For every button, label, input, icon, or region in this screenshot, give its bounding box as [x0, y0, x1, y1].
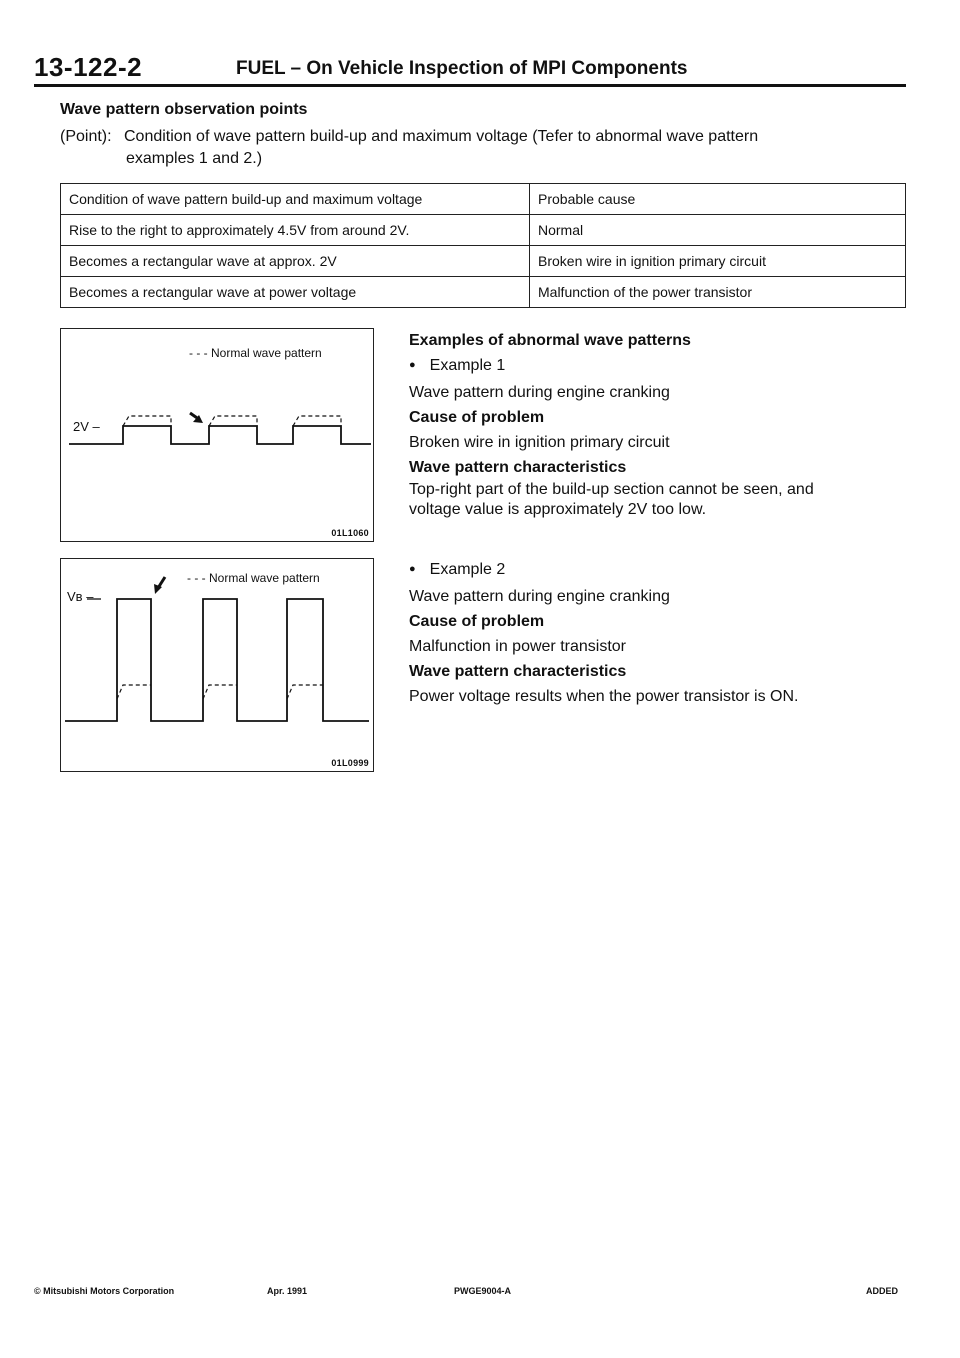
table-cell-condition: Becomes a rectangular wave at approx. 2V [61, 246, 530, 277]
wave-diagram-1 [61, 329, 373, 541]
normal-wave-dashed-3 [287, 685, 323, 699]
figure-1-level-label: 2V – [73, 419, 100, 434]
table-header-condition: Condition of wave pattern build-up and maximum voltage [61, 184, 530, 215]
example-1-char-heading: Wave pattern characteristics [409, 459, 627, 476]
example-1-title: ● Example 1 [409, 353, 909, 380]
normal-wave-dashed-2 [209, 416, 257, 426]
table-row [61, 215, 906, 246]
page-number: 13-122-2 [34, 52, 143, 82]
table-header-row [61, 184, 906, 215]
example-2-char-line-1: Power voltage results when the power transistor is ON. [409, 688, 799, 705]
normal-wave-dashed-1 [117, 685, 151, 699]
point-note [60, 126, 910, 170]
example-1-condition: Wave pattern during engine cranking [409, 384, 670, 401]
examples-column [409, 328, 909, 520]
normal-wave-dashed-1 [123, 416, 171, 426]
example-1-cause-heading: Cause of problem [409, 409, 545, 426]
footer-date: Apr. 1991 [267, 1286, 308, 1296]
example-1-char-line-2: voltage value is approximately 2V too low. [409, 501, 707, 518]
figure-2-level-label: Vʙ – [67, 589, 94, 604]
figure-1-code: 01L1060 [331, 528, 369, 538]
table-cell-cause: Malfunction of the power transistor [530, 277, 906, 308]
table-row [61, 246, 906, 277]
figure-example-1 [60, 328, 374, 542]
example-2-char-heading: Wave pattern characteristics [409, 663, 627, 680]
figure-example-2 [60, 558, 374, 772]
abnormal-wave-line [65, 599, 369, 721]
footer-status: ADDED [866, 1286, 899, 1296]
example-2-cause-heading: Cause of problem [409, 613, 545, 630]
table-cell-cause: Normal [530, 215, 906, 246]
point-line-2: examples 1 and 2.) [126, 150, 263, 167]
abnormal-wave-line [69, 426, 371, 444]
cause-table [60, 183, 906, 308]
example-2-column [409, 557, 909, 709]
table-cell-cause: Broken wire in ignition primary circuit [530, 246, 906, 277]
table-cell-condition: Rise to the right to approximately 4.5V from around 2V. [61, 215, 530, 246]
header-rule [34, 84, 906, 87]
footer-copyright: © Mitsubishi Motors Corporation [34, 1286, 175, 1296]
example-2-title: ● Example 2 [409, 557, 909, 584]
page-title: FUEL – On Vehicle Inspection of MPI Components [236, 58, 688, 79]
arrow-icon [154, 577, 165, 594]
table-row [61, 277, 906, 308]
section-title: Wave pattern observation points [60, 101, 308, 118]
table-header-cause: Probable cause [530, 184, 906, 215]
table-cell-condition: Becomes a rectangular wave at power voltage [61, 277, 530, 308]
figure-2-legend: - - - Normal wave pattern [187, 571, 320, 585]
normal-wave-dashed-3 [293, 416, 341, 426]
normal-wave-dashed-2 [203, 685, 237, 699]
example-1-char-text [409, 480, 909, 520]
figure-1-legend: - - - Normal wave pattern [189, 346, 322, 360]
example-2-cause: Malfunction in power transistor [409, 638, 626, 655]
wave-diagram-2 [61, 559, 373, 771]
example-1-char-line-1: Top-right part of the build-up section cannot be seen, and [409, 481, 814, 498]
figure-2-code: 01L0999 [331, 758, 369, 768]
point-label: (Point): [60, 128, 112, 145]
footer-code: PWGE9004-A [454, 1286, 512, 1296]
examples-heading: Examples of abnormal wave patterns [409, 332, 691, 349]
example-1-cause: Broken wire in ignition primary circuit [409, 434, 670, 451]
example-2-condition: Wave pattern during engine cranking [409, 588, 670, 605]
point-line-1: Condition of wave pattern build-up and maximum voltage (Tefer to abnormal wave pattern [124, 128, 759, 145]
arrow-icon [190, 413, 203, 423]
